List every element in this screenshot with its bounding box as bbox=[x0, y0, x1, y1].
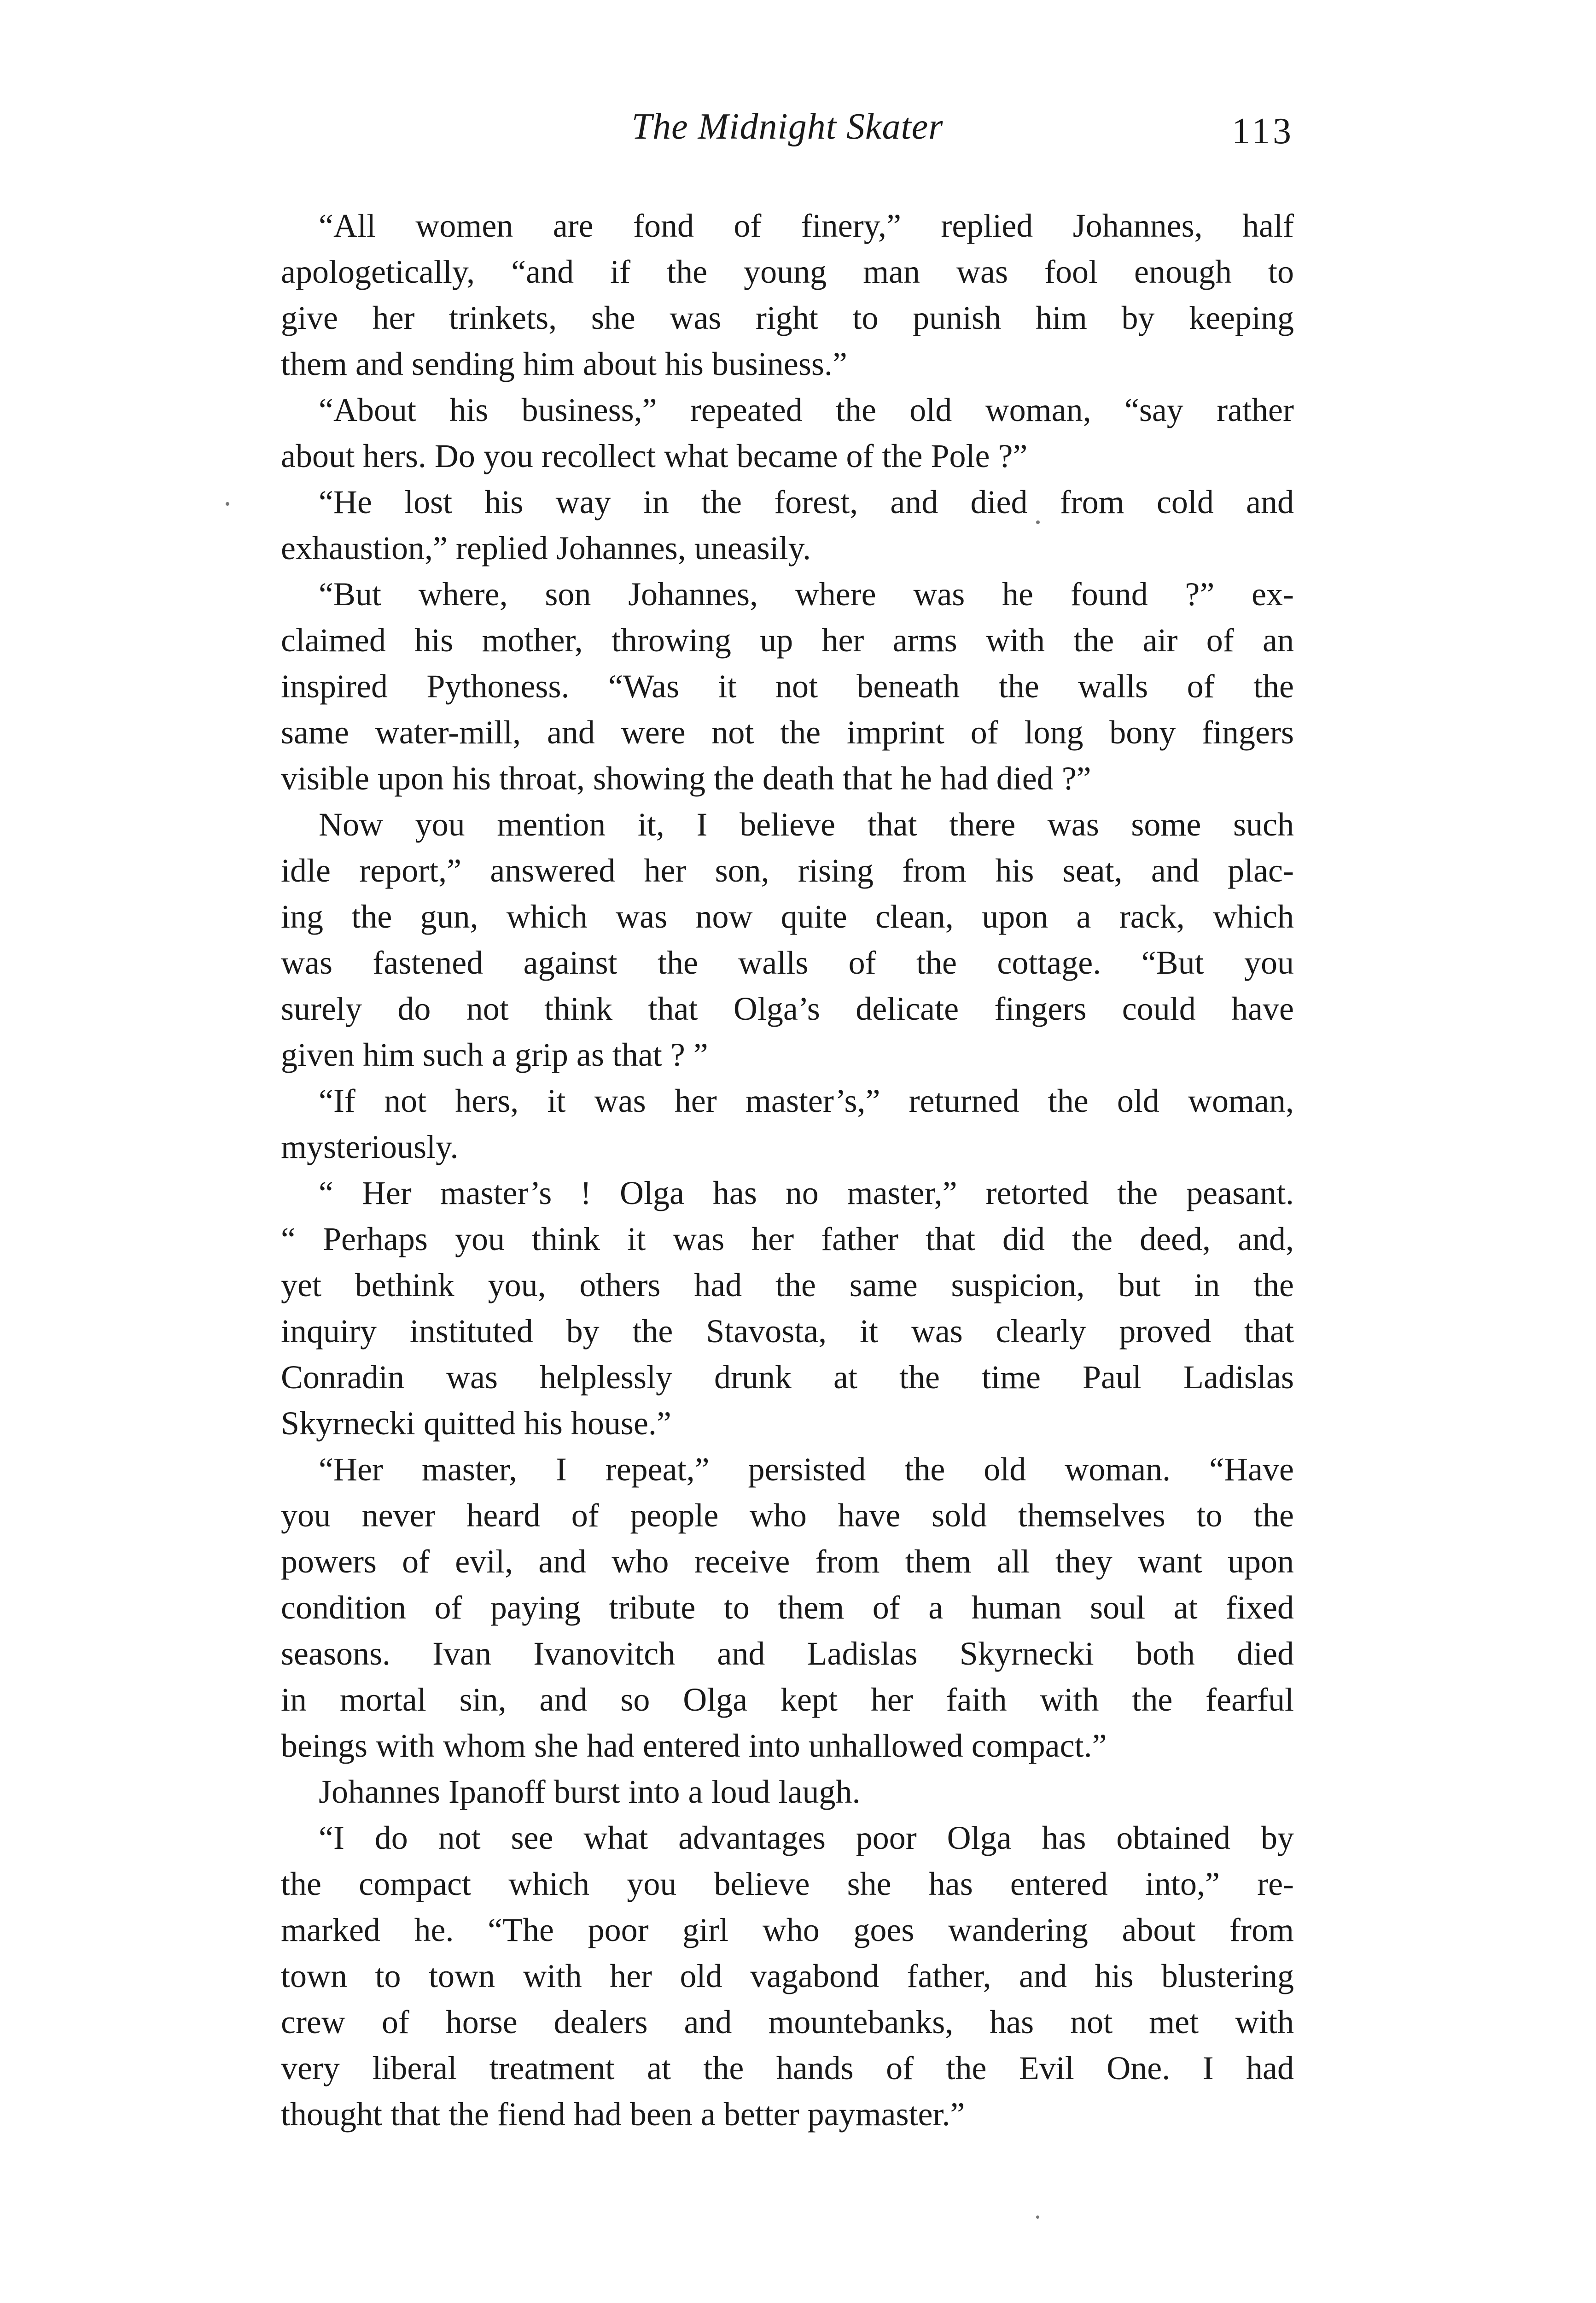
text-line: crew of horse dealers and mountebanks, has not met with bbox=[281, 2004, 1294, 2040]
text-line: powers of evil, and who receive from them all they want upon bbox=[281, 1543, 1294, 1580]
text-line: yet bethink you, others had the same suspicion, but in the bbox=[281, 1267, 1294, 1303]
scan-speck bbox=[1036, 2215, 1039, 2219]
text-line: about hers. Do you recollect what became of the Pole ?” bbox=[281, 438, 1028, 474]
text-line: exhaustion,” replied Johannes, uneasily. bbox=[281, 530, 811, 567]
text-line: beings with whom she had entered into unhallowed compact.” bbox=[281, 1727, 1107, 1764]
text-line: mysteriously. bbox=[281, 1128, 459, 1165]
scan-speck bbox=[226, 502, 229, 506]
text-line: marked he. “The poor girl who goes wandering about from bbox=[281, 1911, 1294, 1948]
text-line: “I do not see what advantages poor Olga has obtained by bbox=[319, 1819, 1294, 1856]
text-line: condition of paying tribute to them of a human soul at fixed bbox=[281, 1589, 1294, 1626]
page-header bbox=[281, 101, 1294, 152]
scan-speck bbox=[1036, 520, 1040, 524]
text-line: “Her master, I repeat,” persisted the old woman. “Have bbox=[319, 1451, 1294, 1488]
text-line: “All women are fond of finery,” replied Johannes, half bbox=[319, 207, 1294, 244]
text-line: “ Her master’s ! Olga has no master,” retorted the peasant. bbox=[319, 1175, 1294, 1211]
text-line: visible upon his throat, showing the death that he had died ?” bbox=[281, 760, 1091, 797]
text-line: inspired Pythoness. “Was it not beneath the walls of the bbox=[281, 668, 1294, 705]
text-line: idle report,” answered her son, rising from his seat, and plac- bbox=[281, 852, 1294, 889]
page-number: 113 bbox=[1231, 111, 1294, 152]
text-line: the compact which you believe she has entered into,” re- bbox=[281, 1865, 1294, 1902]
text-line: ing the gun, which was now quite clean, upon a rack, which bbox=[281, 898, 1294, 935]
text-line: seasons. Ivan Ivanovitch and Ladislas Skyrnecki both died bbox=[281, 1635, 1294, 1672]
text-line: thought that the fiend had been a better paymaster.” bbox=[281, 2096, 965, 2133]
text-line: surely do not think that Olga’s delicate fingers could have bbox=[281, 990, 1294, 1027]
text-line: very liberal treatment at the hands of the Evil One. I had bbox=[281, 2050, 1294, 2087]
text-line: “If not hers, it was her master’s,” returned the old woman, bbox=[319, 1082, 1294, 1119]
text-line: claimed his mother, throwing up her arms with the air of an bbox=[281, 622, 1294, 659]
text-line: in mortal sin, and so Olga kept her faith with the fearful bbox=[281, 1681, 1294, 1718]
text-line: town to town with her old vagabond father, and his blustering bbox=[281, 1958, 1294, 1994]
text-line: Johannes Ipanoff burst into a loud laugh. bbox=[319, 1773, 861, 1810]
text-line: give her trinkets, she was right to punish him by keeping bbox=[281, 299, 1294, 336]
text-line: apologetically, “and if the young man was fool enough to bbox=[281, 253, 1294, 290]
text-line: “ Perhaps you think it was her father that did the deed, and, bbox=[281, 1221, 1294, 1257]
text-line: them and sending him about his business.” bbox=[281, 345, 847, 382]
text-line: same water-mill, and were not the imprint of long bony fingers bbox=[281, 714, 1294, 751]
text-line: “About his business,” repeated the old woman, “say rather bbox=[319, 392, 1294, 428]
text-line: you never heard of people who have sold themselves to the bbox=[281, 1497, 1294, 1534]
text-line: Skyrnecki quitted his house.” bbox=[281, 1405, 671, 1442]
text-line: given him such a grip as that ? ” bbox=[281, 1036, 708, 1073]
text-line: “He lost his way in the forest, and died from cold and bbox=[319, 484, 1294, 520]
body-text bbox=[281, 203, 1294, 2137]
running-title: The Midnight Skater bbox=[631, 106, 944, 147]
text-line: was fastened against the walls of the cottage. “But you bbox=[281, 944, 1294, 981]
text-line: Now you mention it, I believe that there was some such bbox=[319, 806, 1294, 843]
text-line: Conradin was helplessly drunk at the time Paul Ladislas bbox=[281, 1359, 1294, 1396]
text-line: inquiry instituted by the Stavosta, it was clearly proved that bbox=[281, 1313, 1294, 1350]
text-line: “But where, son Johannes, where was he found ?” ex- bbox=[319, 576, 1294, 613]
